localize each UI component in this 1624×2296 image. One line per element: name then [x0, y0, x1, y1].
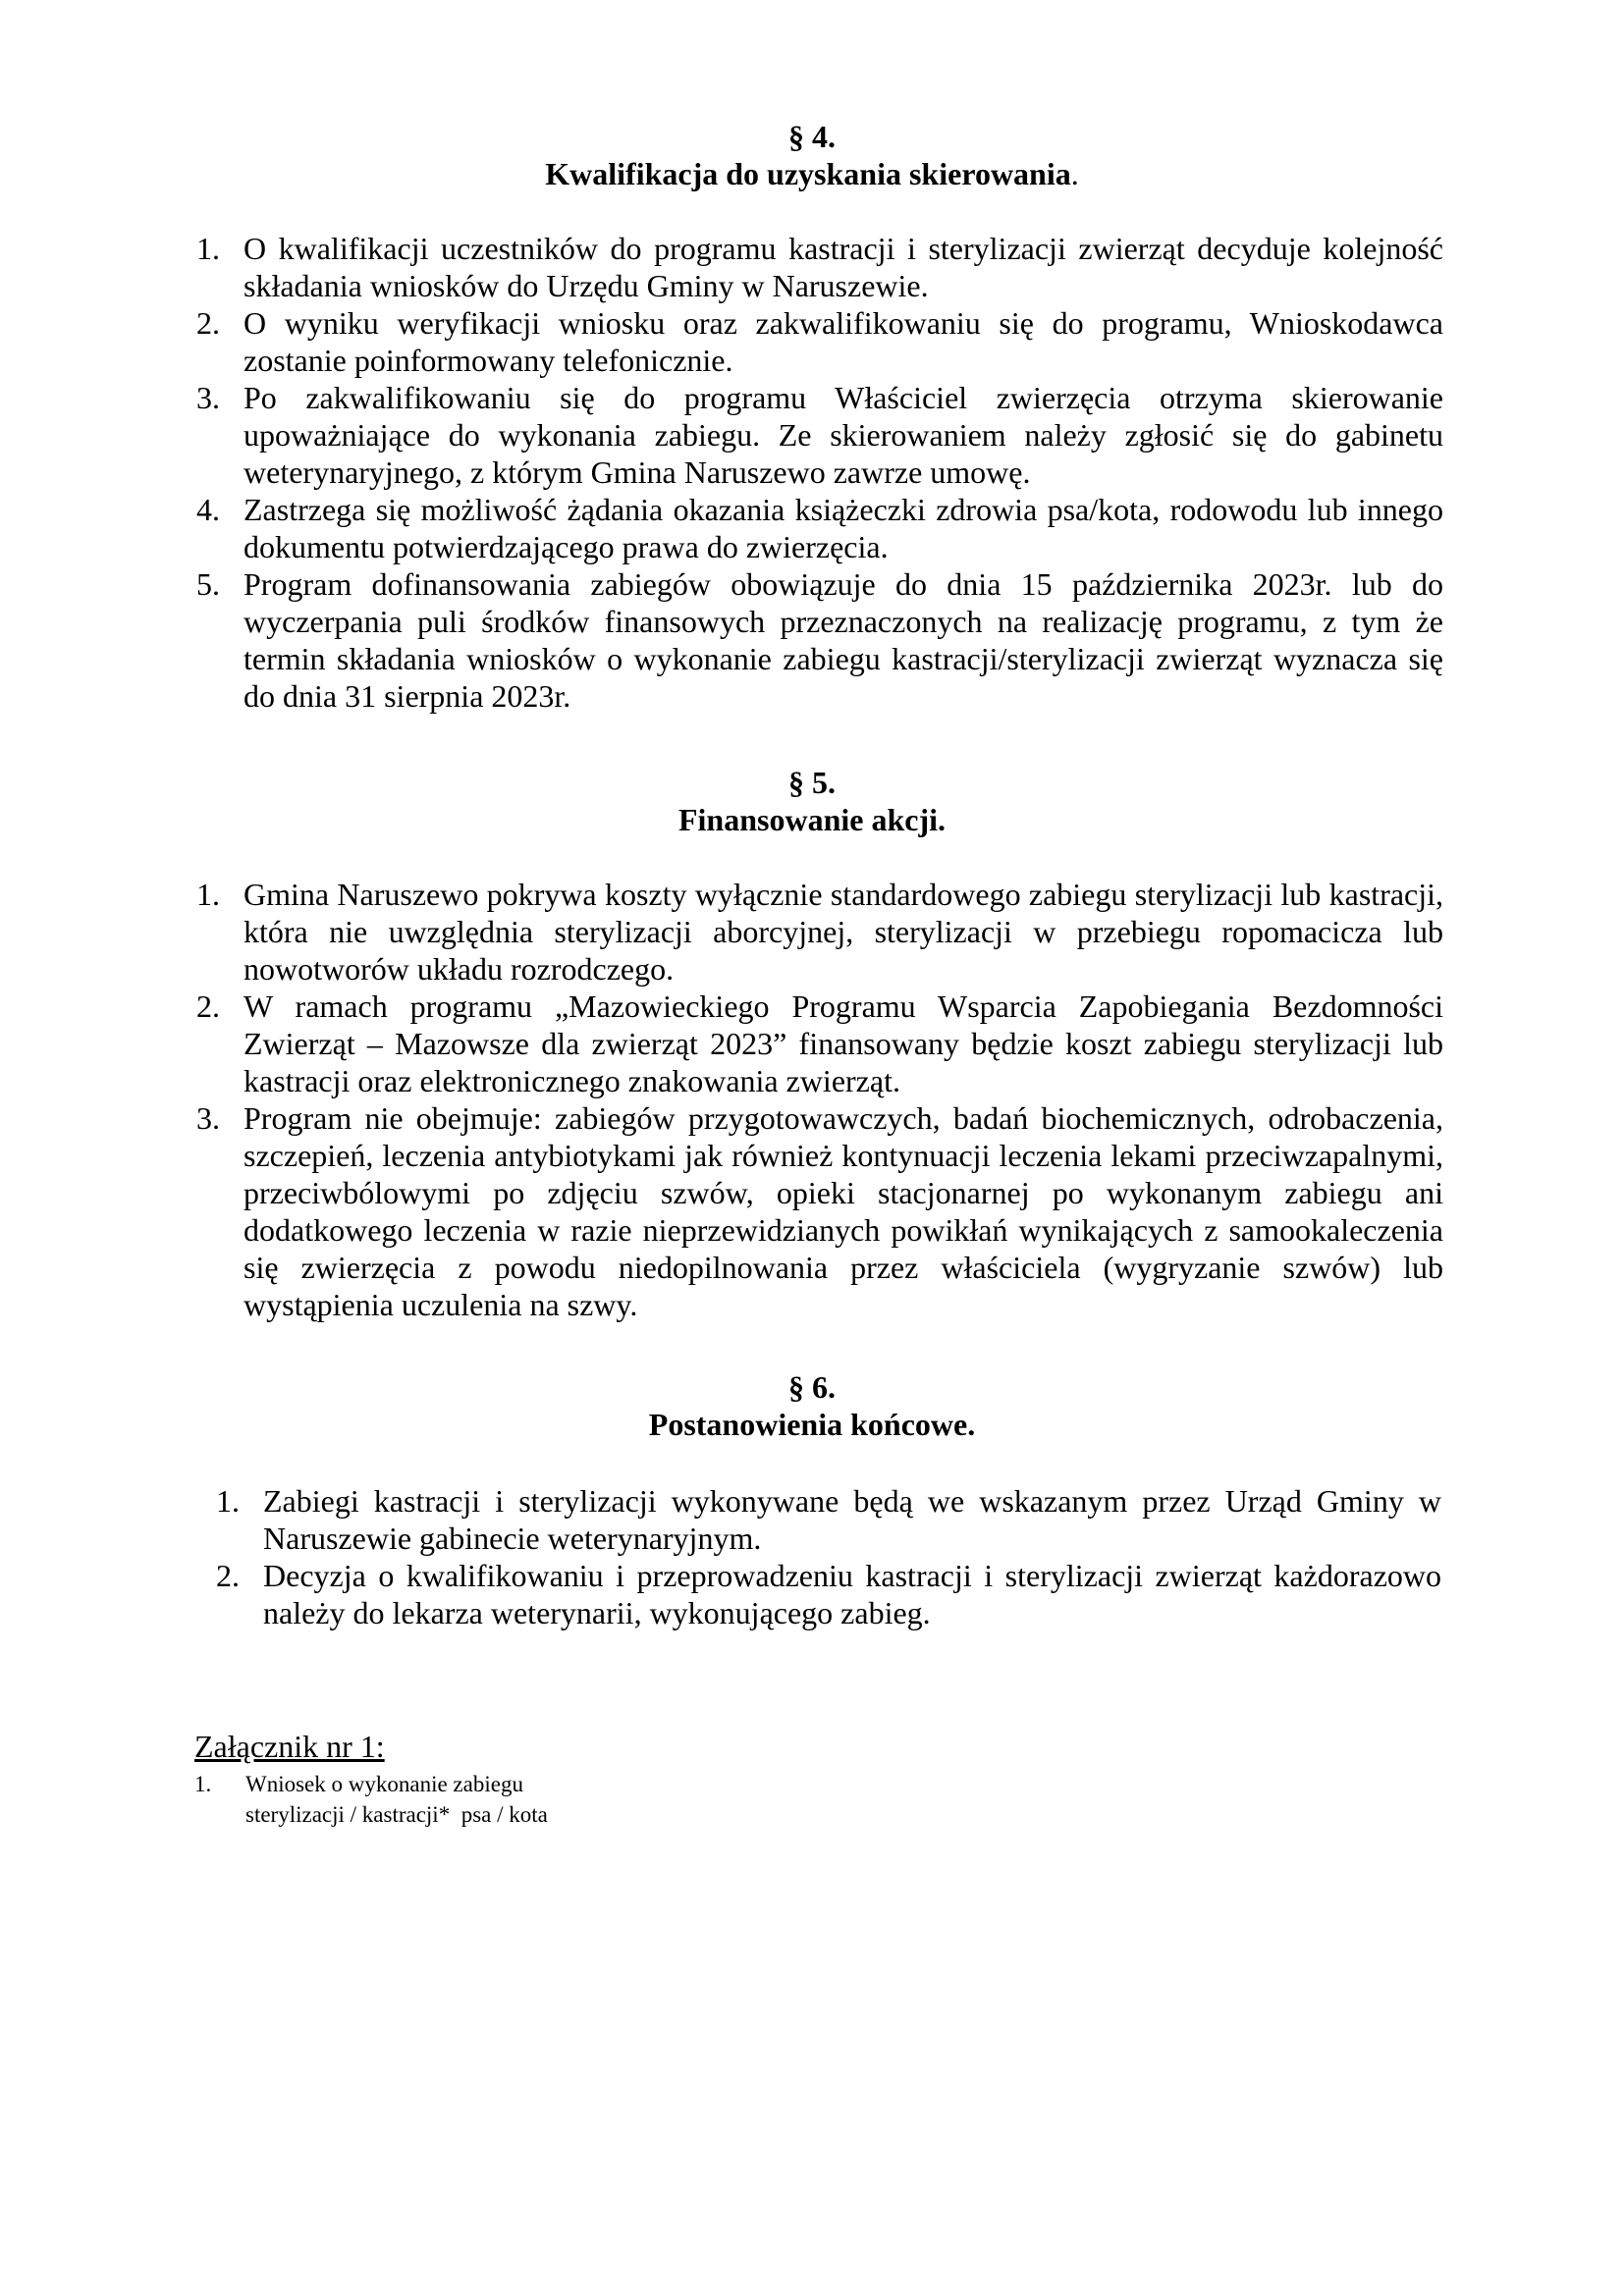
item-number: 1.: [196, 231, 220, 266]
annex: [194, 1728, 658, 1830]
item-number: 2.: [196, 988, 220, 1024]
section-number: § 6.: [788, 1369, 836, 1405]
section-4-list: [196, 230, 1443, 715]
section-6-list: [216, 1482, 1441, 1631]
section-number: § 5.: [788, 765, 836, 800]
annex-item-number: 1.: [194, 1772, 212, 1796]
item-number: 1.: [216, 1483, 240, 1519]
item-number: 3.: [196, 1100, 220, 1136]
item-text: W ramach programu „Mazowieckiego Programu Wsparcia Zapobiegania Bezdomności Zwierząt – Mazowsze dla zwierząt 2023” finansowany będzie koszt zabiegu sterylizacji lub kastracji oraz elektronicznego znakowania zwierząt.: [244, 988, 1443, 1098]
list-item: [216, 1557, 1441, 1631]
item-text: Decyzja o kwalifikowaniu i przeprowadzeniu kastracji i sterylizacji zwierząt każdorazowo należy do lekarza weterynarii, wykonującego zabieg.: [263, 1558, 1441, 1630]
list-item: [196, 988, 1443, 1099]
list-item: [196, 379, 1443, 491]
item-number: 5.: [196, 566, 220, 602]
list-item: [196, 230, 1443, 304]
annex-item-line1: Wniosek o wykonanie zabiegu: [245, 1772, 523, 1796]
section-title-text: Kwalifikacja do uzyskania skierowania: [545, 156, 1071, 191]
section-title: [0, 801, 1624, 838]
list-item: [196, 565, 1443, 715]
list-item: [216, 1482, 1441, 1557]
item-text: O kwalifikacji uczestników do programu kastracji i sterylizacji zwierząt decyduje kolejność składania wniosków do Urzędu Gminy w Naruszewie.: [244, 231, 1443, 303]
section-6: [0, 1368, 1624, 1443]
section-5: [0, 764, 1624, 838]
item-text: Program nie obejmuje: zabiegów przygotowawczych, badań biochemicznych, odrobaczenia, szczepień, leczenia antybiotykami jak również kontynuacji leczenia lekami przeciwzapalnymi, przeciwbólowymi po zdjęciu szwów, opieki stacjonarnej po wykonanym zabiegu ani dodatkowego leczenia w razie nieprzewidzianych powikłań wynikających z samookaleczenia się zwierzęcia z powodu niedopilnowania przez właściciela (wygryzanie szwów) lub wystąpienia uczulenia na szwy.: [244, 1100, 1443, 1322]
item-text: Zastrzega się możliwość żądania okazania książeczki zdrowia psa/kota, rodowodu lub innego dokumentu potwierdzającego prawa do zwierzęcia.: [244, 492, 1443, 564]
section-title-text: Finansowanie akcji.: [677, 802, 947, 837]
list-item: [196, 304, 1443, 379]
section-4: [0, 118, 1624, 192]
item-number: 4.: [196, 492, 220, 527]
item-text: O wyniku weryfikacji wniosku oraz zakwalifikowaniu się do programu, Wnioskodawca zostanie poinformowany telefonicznie.: [244, 305, 1443, 378]
item-text: Gmina Naruszewo pokrywa koszty wyłącznie standardowego zabiegu sterylizacji lub kastracji, która nie uwzględnia sterylizacji aborcyjnej, sterylizacji w przebiegu ropomacicza lub nowotworów układu rozrodczego.: [244, 877, 1443, 987]
section-number: § 4.: [788, 119, 836, 154]
section-title-suffix: .: [1070, 156, 1079, 191]
annex-title: Załącznik nr 1:: [194, 1729, 385, 1764]
annex-item: [194, 1769, 658, 1830]
annex-item-line2: sterylizacji / kastracji* psa / kota: [245, 1802, 548, 1827]
section-5-list: [196, 876, 1443, 1323]
item-number: 2.: [196, 305, 220, 341]
item-text: Program dofinansowania zabiegów obowiązuje do dnia 15 października 2023r. lub do wyczerpania puli środków finansowych przeznaczonych na realizację programu, z tym że termin składania wniosków o wykonanie zabiegu kastracji/sterylizacji zwierząt wyznacza się do dnia 31 sierpnia 2023r.: [244, 566, 1443, 714]
list-item: [196, 876, 1443, 988]
section-title: [0, 155, 1624, 192]
item-text: Po zakwalifikowaniu się do programu Właściciel zwierzęcia otrzyma skierowanie upoważniające do wykonania zabiegu. Ze skierowaniem należy zgłosić się do gabinetu weterynaryjnego, z którym Gmina Naruszewo zawrze umowę.: [244, 380, 1443, 490]
list-item: [196, 491, 1443, 565]
item-number: 3.: [196, 380, 220, 415]
section-title: [0, 1406, 1624, 1443]
item-number: 1.: [196, 877, 220, 912]
item-number: 2.: [216, 1558, 240, 1593]
list-item: [196, 1099, 1443, 1323]
section-title-text: Postanowienia końcowe.: [648, 1407, 976, 1442]
item-text: Zabiegi kastracji i sterylizacji wykonywane będą we wskazanym przez Urząd Gminy w Naruszewie gabinecie weterynaryjnym.: [263, 1483, 1441, 1556]
